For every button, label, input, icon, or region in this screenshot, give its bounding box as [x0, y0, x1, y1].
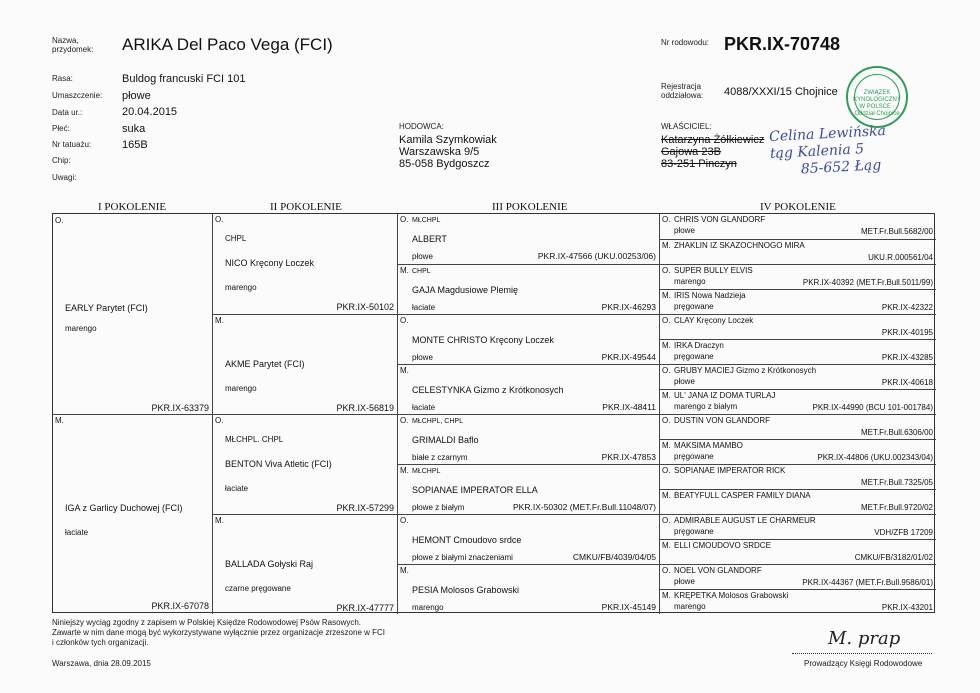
dog-name: ARIKA Del Paco Vega (FCI) — [122, 35, 333, 54]
gen3-dam-7: M. PESIA Molosos Grabowski marengo PKR.IX-45149 — [398, 564, 659, 614]
gen4-dam-5: M. IRKA Draczyn pręgowane PKR.IX-43285 — [660, 339, 936, 364]
gen4-sire-10: O. SOPIANAE IMPERATOR RICK MET.Fr.Bull.7325/05 — [660, 464, 936, 489]
gen4-dam-9: M. MAKSIMA MAMBO pręgowane PKR.IX-44806 (UKU.002343/04) — [660, 439, 936, 464]
tattoo-value: 165B — [122, 139, 148, 151]
pedigree-number: PKR.IX-70748 — [724, 34, 841, 54]
gen-3-header: III POKOLENIE — [492, 201, 568, 213]
gen2-sire-0: O. CHPL NICO Kręcony Loczek marengo PKR.IX-50102 — [215, 215, 394, 312]
gen3-dam-3: M. CELESTYNKA Gizmo z Krótkonosych łaciate PKR.IX-48411 — [398, 364, 659, 414]
color-label: Umaszczenie: — [52, 91, 103, 100]
owner-label: WŁAŚCICIEL: — [661, 122, 712, 131]
gen4-sire-6: O. GRUBY MACIEJ Gizmo z Krótkonosych płowe PKR.IX-40618 — [660, 364, 936, 389]
signer-title: Prowadzący Księgi Rodowodowe — [804, 659, 923, 668]
association-stamp: ZWIĄZEK KYNOLOGICZNY W POLSCE · Oddział Chojnice — [846, 66, 908, 128]
place-date: Warszawa, dnia 28.09.2015 — [52, 659, 151, 668]
gen4-sire-12: O. ADMIRABLE AUGUST LE CHARMEUR pręgowane VDH/ZFB 17209 — [660, 514, 936, 539]
pedigree-table — [52, 213, 935, 613]
gen4-dam-11: M. BEATYFULL CASPER FAMILY DIANA MET.Fr.Bull.9720/02 — [660, 489, 936, 514]
dob-value: 20.04.2015 — [122, 106, 178, 118]
gen1-dam: M. IGA z Garlicy Duchowej (FCI) łaciate PKR.IX-67078 — [55, 416, 209, 611]
breeder-address: Kamila Szymkowiak Warszawska 9/5 85-058 Bydgoszcz — [399, 134, 497, 170]
tattoo-label: Nr tatuażu: — [52, 140, 92, 149]
gen4-dam-3: M. IRIS Nowa Nadzieja pręgowane PKR.IX-42322 — [660, 289, 936, 314]
breed-value: Buldog francuski FCI 101 — [122, 73, 246, 85]
legal-note: Niniejszy wyciąg zgodny z zapisem w Polskiej Księdze Rodowodowej Psów Rasowych. Zawarte w nim dane mogą być wykorzystywane wyłącznie przez organizacje zrzeszone w FCI i członków tych organizacji. — [52, 618, 386, 647]
gen4-sire-4: O. CLAY Kręcony Loczek PKR.IX-40195 — [660, 314, 936, 339]
gen3-sire-6: O. HEMONT Cmoudovo srdce płowe z białymi znaczeniami CMKU/FB/4039/04/05 — [398, 514, 659, 564]
owner-address: Katarzyna Żółkiewicz Gajowa 23B 83-251 Pinczyn — [661, 134, 765, 170]
gen3-sire-2: O. MONTE CHRISTO Kręcony Loczek płowe PKR.IX-49544 — [398, 314, 659, 364]
dob-label: Data ur.: — [52, 108, 83, 117]
reg-label: Nr rodowodu: — [661, 38, 710, 47]
gen4-dam-7: M. UL' JANA IZ DOMA TURLAJ marengo z białym PKR.IX-44990 (BCU 101-001784) — [660, 389, 936, 414]
gen3-dam-1: M. CHPL GAJA Magdusiowe Plemię łaciate PKR.IX-46293 — [398, 264, 659, 314]
sex-label: Płeć: — [52, 124, 70, 133]
gen2-dam-3: M. BALLADA Gołyski Raj czarne pręgowane PKR.IX-47777 — [213, 514, 397, 614]
color-value: płowe — [122, 90, 151, 102]
sex-value: suka — [122, 123, 146, 135]
gen1-sire: O. EARLY Parytet (FCI) marengo PKR.IX-63379 — [55, 216, 209, 413]
signature: M. prap — [828, 628, 901, 649]
gen-1-header: I POKOLENIE — [98, 201, 167, 213]
breed-label: Rasa: — [52, 74, 73, 83]
gen3-dam-5: M. MŁCHPL SOPIANAE IMPERATOR ELLA płowe z białym PKR.IX-50302 (MET.Fr.Bull.11048/07) — [398, 464, 659, 514]
remarks-label: Uwagi: — [52, 173, 77, 182]
dept-reg-label: Rejestracja oddziałowa: — [661, 82, 704, 100]
gen-2-header: II POKOLENIE — [270, 201, 342, 213]
gen4-sire-8: O. DUSTIN VON GLANDORF MET.Fr.Bull.6306/00 — [660, 414, 936, 439]
gen4-dam-1: M. ZHAKLIN IZ SKAZOCHNOGO MIRA UKU.R.000561/04 — [660, 239, 936, 264]
chip-label: Chip: — [52, 156, 71, 165]
gen4-dam-15: M. KRĘPETKA Molosos Grabowski marengo PKR.IX-43201 — [660, 589, 936, 614]
gen2-sire-2: O. MŁCHPL. CHPL BENTON Viva Atletic (FCI) łaciate PKR.IX-57299 — [213, 414, 397, 514]
gen3-sire-0: O. MŁCHPL ALBERT płowe PKR.IX-47566 (UKU.00253/06) — [400, 215, 656, 261]
gen-4-header: IV POKOLENIE — [760, 201, 836, 213]
new-owner-handwritten: Celina Lewińska tąg Kalenia 5 85-652 Łąg — [768, 122, 887, 178]
gen4-sire-14: O. NOEL VON GLANDORF płowe PKR.IX-44367 (MET.Fr.Bull.9586/01) — [660, 564, 936, 589]
name-label: Nazwa, przydomek: — [52, 36, 94, 54]
gen4-sire-2: O. SUPER BULLY ELVIS marengo PKR.IX-40392 (MET.Fr.Bull.5011/99) — [660, 264, 936, 289]
dept-reg-value: 4088/XXXI/15 Chojnice — [724, 86, 838, 98]
gen3-sire-4: O. MŁCHPL, CHPL GRIMALDI Baflo białe z czarnym PKR.IX-47853 — [398, 414, 659, 464]
gen2-dam-1: M. AKME Parytet (FCI) marengo PKR.IX-56819 — [213, 314, 397, 414]
breeder-label: HODOWCA: — [399, 122, 444, 131]
gen4-dam-13: M. ELLI CMOUDOVO SRDCE CMKU/FB/3182/01/02 — [660, 539, 936, 564]
gen4-sire-0: O. CHRIS VON GLANDORF płowe MET.Fr.Bull.5682/00 — [662, 215, 933, 236]
